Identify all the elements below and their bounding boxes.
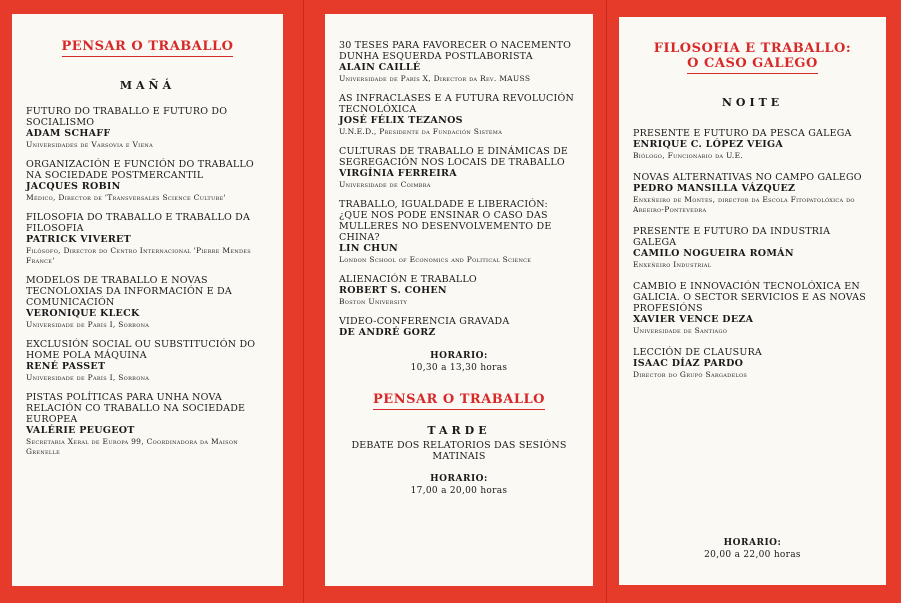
talk-title: NOVAS ALTERNATIVAS NO CAMPO GALEGO xyxy=(633,172,862,183)
speaker-name: ROBERT S. COHEN xyxy=(339,285,447,296)
program-item xyxy=(339,316,579,339)
fold-line-right xyxy=(606,0,607,603)
schedule-label: HORARIO: xyxy=(430,474,488,484)
program-item xyxy=(339,199,579,265)
afternoon-session-description: DEBATE DOS RELATORIOS DAS SESIÓNS MATINAIS xyxy=(351,440,567,462)
talk-title: PRESENTE E FUTURO DA PESCA GALEGA xyxy=(633,128,852,139)
left-panel-title: PENSAR O TRABALLO xyxy=(62,39,234,57)
speaker-name: CAMILO NOGUEIRA ROMÁN xyxy=(633,248,794,259)
speaker-name: ALAIN CAILLÉ xyxy=(339,62,421,73)
program-item xyxy=(633,172,872,215)
speaker-name: PEDRO MANSILLA VÁZQUEZ xyxy=(633,183,796,194)
schedule-time: 17,00 a 20,00 horas xyxy=(410,486,508,496)
fold-line-left xyxy=(303,0,304,603)
program-item xyxy=(339,93,579,137)
talk-title: TRABALLO, IGUALDADE E LIBERACIÓN: ¿QUE NOS PODE ENSINAR O CASO DAS MULLERES NO DESENVOLVEMENTO DE CHINA? xyxy=(339,199,552,243)
talk-title: CULTURAS DE TRABALLO E DINÁMICAS DE SEGREGACIÓN NOS LOCAIS DE TRABALLO xyxy=(339,146,569,168)
left-panel xyxy=(12,14,283,586)
speaker-affiliation: Universidade de Santiago xyxy=(633,326,728,335)
speaker-name: JOSÉ FÉLIX TEZANOS xyxy=(339,115,463,126)
talk-title: FUTURO DO TRABALLO E FUTURO DO SOCIALISMO xyxy=(26,106,228,128)
schedule-time: 10,30 a 13,30 horas xyxy=(410,363,508,373)
speaker-affiliation: U.N.E.D., Presidente da Fundación Sistema xyxy=(339,127,503,136)
speaker-affiliation: Universidade de París X, Director da Rev. MAUSS xyxy=(339,74,531,83)
title-line-1: FILOSOFIA E TRABALLO: xyxy=(653,41,852,56)
talk-title: CAMBIO E INNOVACIÓN TECNOLÓXICA EN GALICIA. O SECTOR SERVICIOS E AS NOVAS PROFESIÓNS xyxy=(633,281,866,314)
talk-title: VIDEO-CONFERENCIA GRAVADA xyxy=(339,316,510,327)
speaker-affiliation: Universidade de Coimbra xyxy=(339,180,431,189)
program-item xyxy=(26,339,269,383)
speaker-name: LIN CHUN xyxy=(339,243,399,254)
talk-title: ALIENACIÓN E TRABALLO xyxy=(339,274,477,285)
program-item xyxy=(26,392,269,457)
speaker-name: ISAAC DÍAZ PARDO xyxy=(633,358,744,369)
afternoon-section-title: PENSAR O TRABALLO xyxy=(373,392,545,410)
speaker-affiliation: Secretaria Xeral de Europa 99, Coordinadora da Maison Grenelle xyxy=(26,437,238,456)
talk-title: MODELOS DE TRABALLO E NOVAS TECNOLOXIAS DA INFORMACIÓN E DA COMUNICACIÓN xyxy=(26,275,232,308)
speaker-affiliation: Universidades de Varsovia e Viena xyxy=(26,140,153,149)
speaker-affiliation: Universidade de París I, Sorbona xyxy=(26,373,150,382)
schedule-label: HORARIO: xyxy=(430,351,488,361)
talk-title: EXCLUSIÓN SOCIAL OU SUBSTITUCIÓN DO HOME POLA MÁQUINA xyxy=(26,339,256,361)
talk-title: PRESENTE E FUTURO DA INDUSTRIA GALEGA xyxy=(633,226,831,248)
program-item xyxy=(26,106,269,150)
talk-title: 30 TESES PARA FAVORECER O NACEMENTO DUNHA ESQUERDA POSTLABORISTA xyxy=(339,40,572,62)
speaker-name: DE ANDRÉ GORZ xyxy=(339,327,436,338)
speaker-affiliation: Filósofo, Director do Centro Internacional 'Pierre Mendes France' xyxy=(26,246,251,265)
morning-session-label: MAÑÁ xyxy=(119,79,176,92)
speaker-affiliation: Biólogo, Funcionario da U.E. xyxy=(633,151,744,160)
speaker-affiliation: Enxeñeiro Industrial xyxy=(633,260,712,269)
talk-title: AS INFRACLASES E A FUTURA REVOLUCIÓN TECNOLÓXICA xyxy=(339,93,574,115)
speaker-name: JACQUES ROBIN xyxy=(26,181,121,192)
speaker-name: RENÉ PASSET xyxy=(26,361,106,372)
program-item xyxy=(26,159,269,203)
night-schedule xyxy=(619,538,886,561)
program-item xyxy=(26,275,269,330)
program-item xyxy=(633,226,872,270)
program-item xyxy=(633,281,872,336)
speaker-name: ENRIQUE C. LÓPEZ VEIGA xyxy=(633,139,784,150)
schedule-label: HORARIO: xyxy=(723,538,782,548)
title-line-2: O CASO GALEGO xyxy=(687,56,818,74)
talk-title: PISTAS POLÍTICAS PARA UNHA NOVA RELACIÓN CO TRABALLO NA SOCIEDADE EUROPEA xyxy=(26,392,246,425)
speaker-name: ADAM SCHAFF xyxy=(26,128,111,139)
speaker-affiliation: Universidade de París I, Sorbona xyxy=(26,320,150,329)
program-item xyxy=(633,128,872,161)
afternoon-session-label: TARDE xyxy=(427,424,491,437)
schedule-time: 20,00 a 22,00 horas xyxy=(704,550,801,560)
speaker-affiliation: Médico, Director de 'Transversales Science Culture' xyxy=(26,193,226,202)
talk-title: LECCIÓN DE CLAUSURA xyxy=(633,347,762,358)
afternoon-schedule xyxy=(339,474,579,497)
speaker-affiliation: Boston University xyxy=(339,297,408,306)
talk-title: FILOSOFIA DO TRABALLO E TRABALLO DA FILOSOFIA xyxy=(26,212,251,234)
speaker-name: PATRICK VIVERET xyxy=(26,234,131,245)
night-session-label: NOITE xyxy=(721,96,784,109)
speaker-affiliation: Director do Grupo Sargadelos xyxy=(633,370,748,379)
program-item xyxy=(26,212,269,266)
program-item xyxy=(339,40,579,84)
morning-schedule xyxy=(339,351,579,374)
right-panel-title xyxy=(633,41,872,74)
speaker-name: VALÉRIE PEUGEOT xyxy=(26,425,135,436)
speaker-affiliation: London School of Economics and Political Science xyxy=(339,255,532,264)
program-item xyxy=(339,146,579,190)
talk-title: ORGANIZACIÓN E FUNCIÓN DO TRABALLO NA SOCIEDADE POSTMERCANTIL xyxy=(26,159,254,181)
speaker-affiliation: Enxeñeiro de Montes, director da Escola Fitopatolóxica do Areeiro-Pontevedra xyxy=(633,195,855,214)
speaker-name: VIRGÍNIA FERREIRA xyxy=(339,168,457,179)
middle-panel xyxy=(325,14,593,586)
program-item xyxy=(339,274,579,307)
speaker-name: VERONIQUE KLECK xyxy=(26,308,140,319)
program-item xyxy=(633,347,872,380)
speaker-name: XAVIER VENCE DEZA xyxy=(633,314,754,325)
right-panel xyxy=(619,17,886,585)
